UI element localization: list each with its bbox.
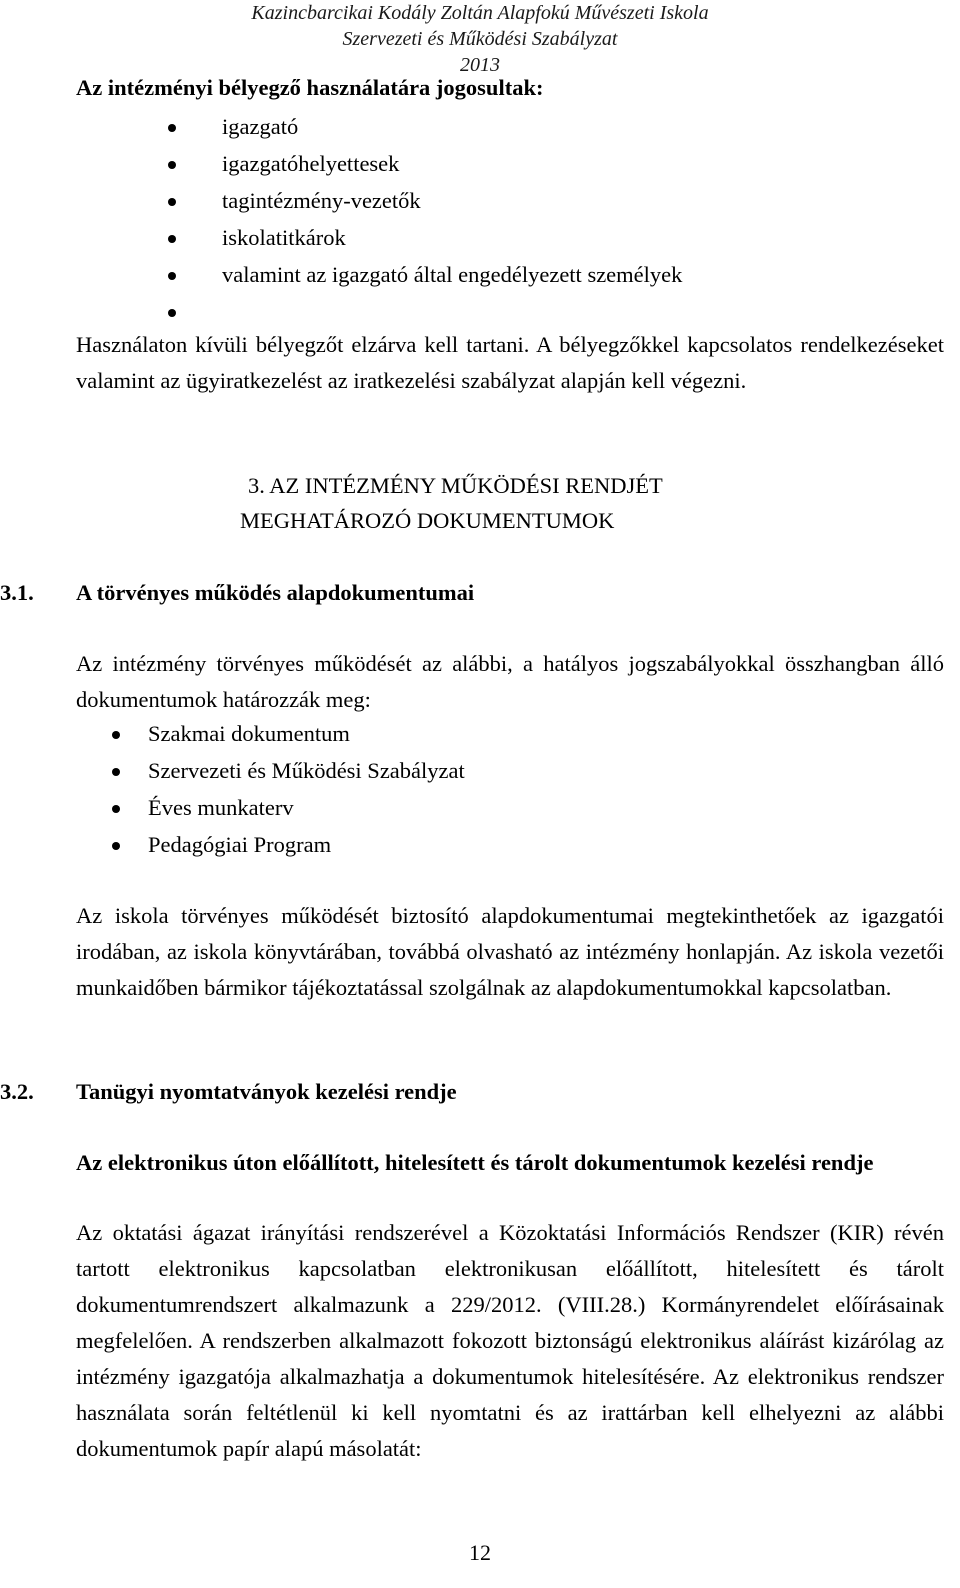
bullet-icon xyxy=(112,768,120,776)
section31-paragraph: Az iskola törvényes működését biztosító alapdokumentumai megtekinthetőek az igazgatói irodában, az iskola könyvtárában, továbbá olvasható az intézmény honlapján. Az iskola vezetői munkaidőben bármikor tájékoztatással szolgálnak az alapdokumentumokkal kapcsolatban. xyxy=(76,903,944,1000)
list-item: tagintézmény-vezetők xyxy=(222,188,421,213)
bullet-icon xyxy=(168,309,176,317)
list-item: Szervezeti és Működési Szabályzat xyxy=(148,758,465,783)
section-title: Tanügyi nyomtatványok kezelési rendje xyxy=(76,1079,457,1104)
header-school-name: Kazincbarcikai Kodály Zoltán Alapfokú Művészeti Iskola xyxy=(251,2,709,24)
chapter-heading-line1: 3. AZ INTÉZMÉNY MŰKÖDÉSI RENDJÉT xyxy=(248,473,663,498)
stamp-section-title: Az intézményi bélyegző használatára jogosultak: xyxy=(76,75,544,100)
header-year: 2013 xyxy=(460,54,500,76)
bullet-icon xyxy=(112,842,120,850)
list-item: valamint az igazgató által engedélyezett személyek xyxy=(222,262,683,287)
list-item: igazgatóhelyettesek xyxy=(222,151,400,176)
list-item: Szakmai dokumentum xyxy=(148,721,350,746)
section32-subtitle: Az elektronikus úton előállított, hitelesített és tárolt dokumentumok kezelési rendje xyxy=(76,1150,874,1175)
list-item: iskolatitkárok xyxy=(222,225,346,250)
bullet-icon xyxy=(112,805,120,813)
list-item: igazgató xyxy=(222,114,299,139)
bullet-icon xyxy=(168,161,176,169)
page-header xyxy=(0,0,960,78)
list-item: Pedagógiai Program xyxy=(148,832,332,857)
bullet-icon xyxy=(168,124,176,132)
section-number: 3.2. xyxy=(0,1079,34,1104)
list-item: Éves munkaterv xyxy=(148,795,294,820)
page-number: 12 xyxy=(469,1540,491,1565)
bullet-icon xyxy=(168,198,176,206)
chapter-heading-line2: MEGHATÁROZÓ DOKUMENTUMOK xyxy=(240,508,615,533)
stamp-paragraph: Használaton kívüli bélyegzőt elzárva kell tartani. A bélyegzőkkel kapcsolatos rendelkezéseket valamint az ügyiratkezelést az iratkezelési szabályzat alapján kell végezni. xyxy=(76,332,944,393)
section31-intro: Az intézmény törvényes működését az alábbi, a hatályos jogszabályokkal összhangban álló dokumentumok határozzák meg: xyxy=(76,651,944,712)
header-document-title: Szervezeti és Működési Szabályzat xyxy=(342,28,618,50)
section32-paragraph: Az oktatási ágazat irányítási rendszerével a Közoktatási Információs Rendszer (KIR) révén tartott elektronikus kapcsolatban elektronikusan előállított, hitelesített és tárolt dokumentumrendszert alkalmazunk a 229/2012. (VIII.28.) Kormányrendelet előírásainak megfelelően. A rendszerben alkalmazott fokozott biztonságú elektronikus aláírást kizárólag az intézmény igazgatója alkalmazhatja a dokumentumok hitelesítésére. Az elektronikus rendszer használata során feltétlenül ki kell nyomtatni és az irattárban kell elhelyezni az alábbi dokumentumok papír alapú másolatát: xyxy=(76,1220,944,1461)
bullet-icon xyxy=(168,272,176,280)
section-title: A törvényes működés alapdokumentumai xyxy=(76,580,475,605)
bullet-icon xyxy=(112,731,120,739)
bullet-icon xyxy=(168,235,176,243)
section-number: 3.1. xyxy=(0,580,34,605)
